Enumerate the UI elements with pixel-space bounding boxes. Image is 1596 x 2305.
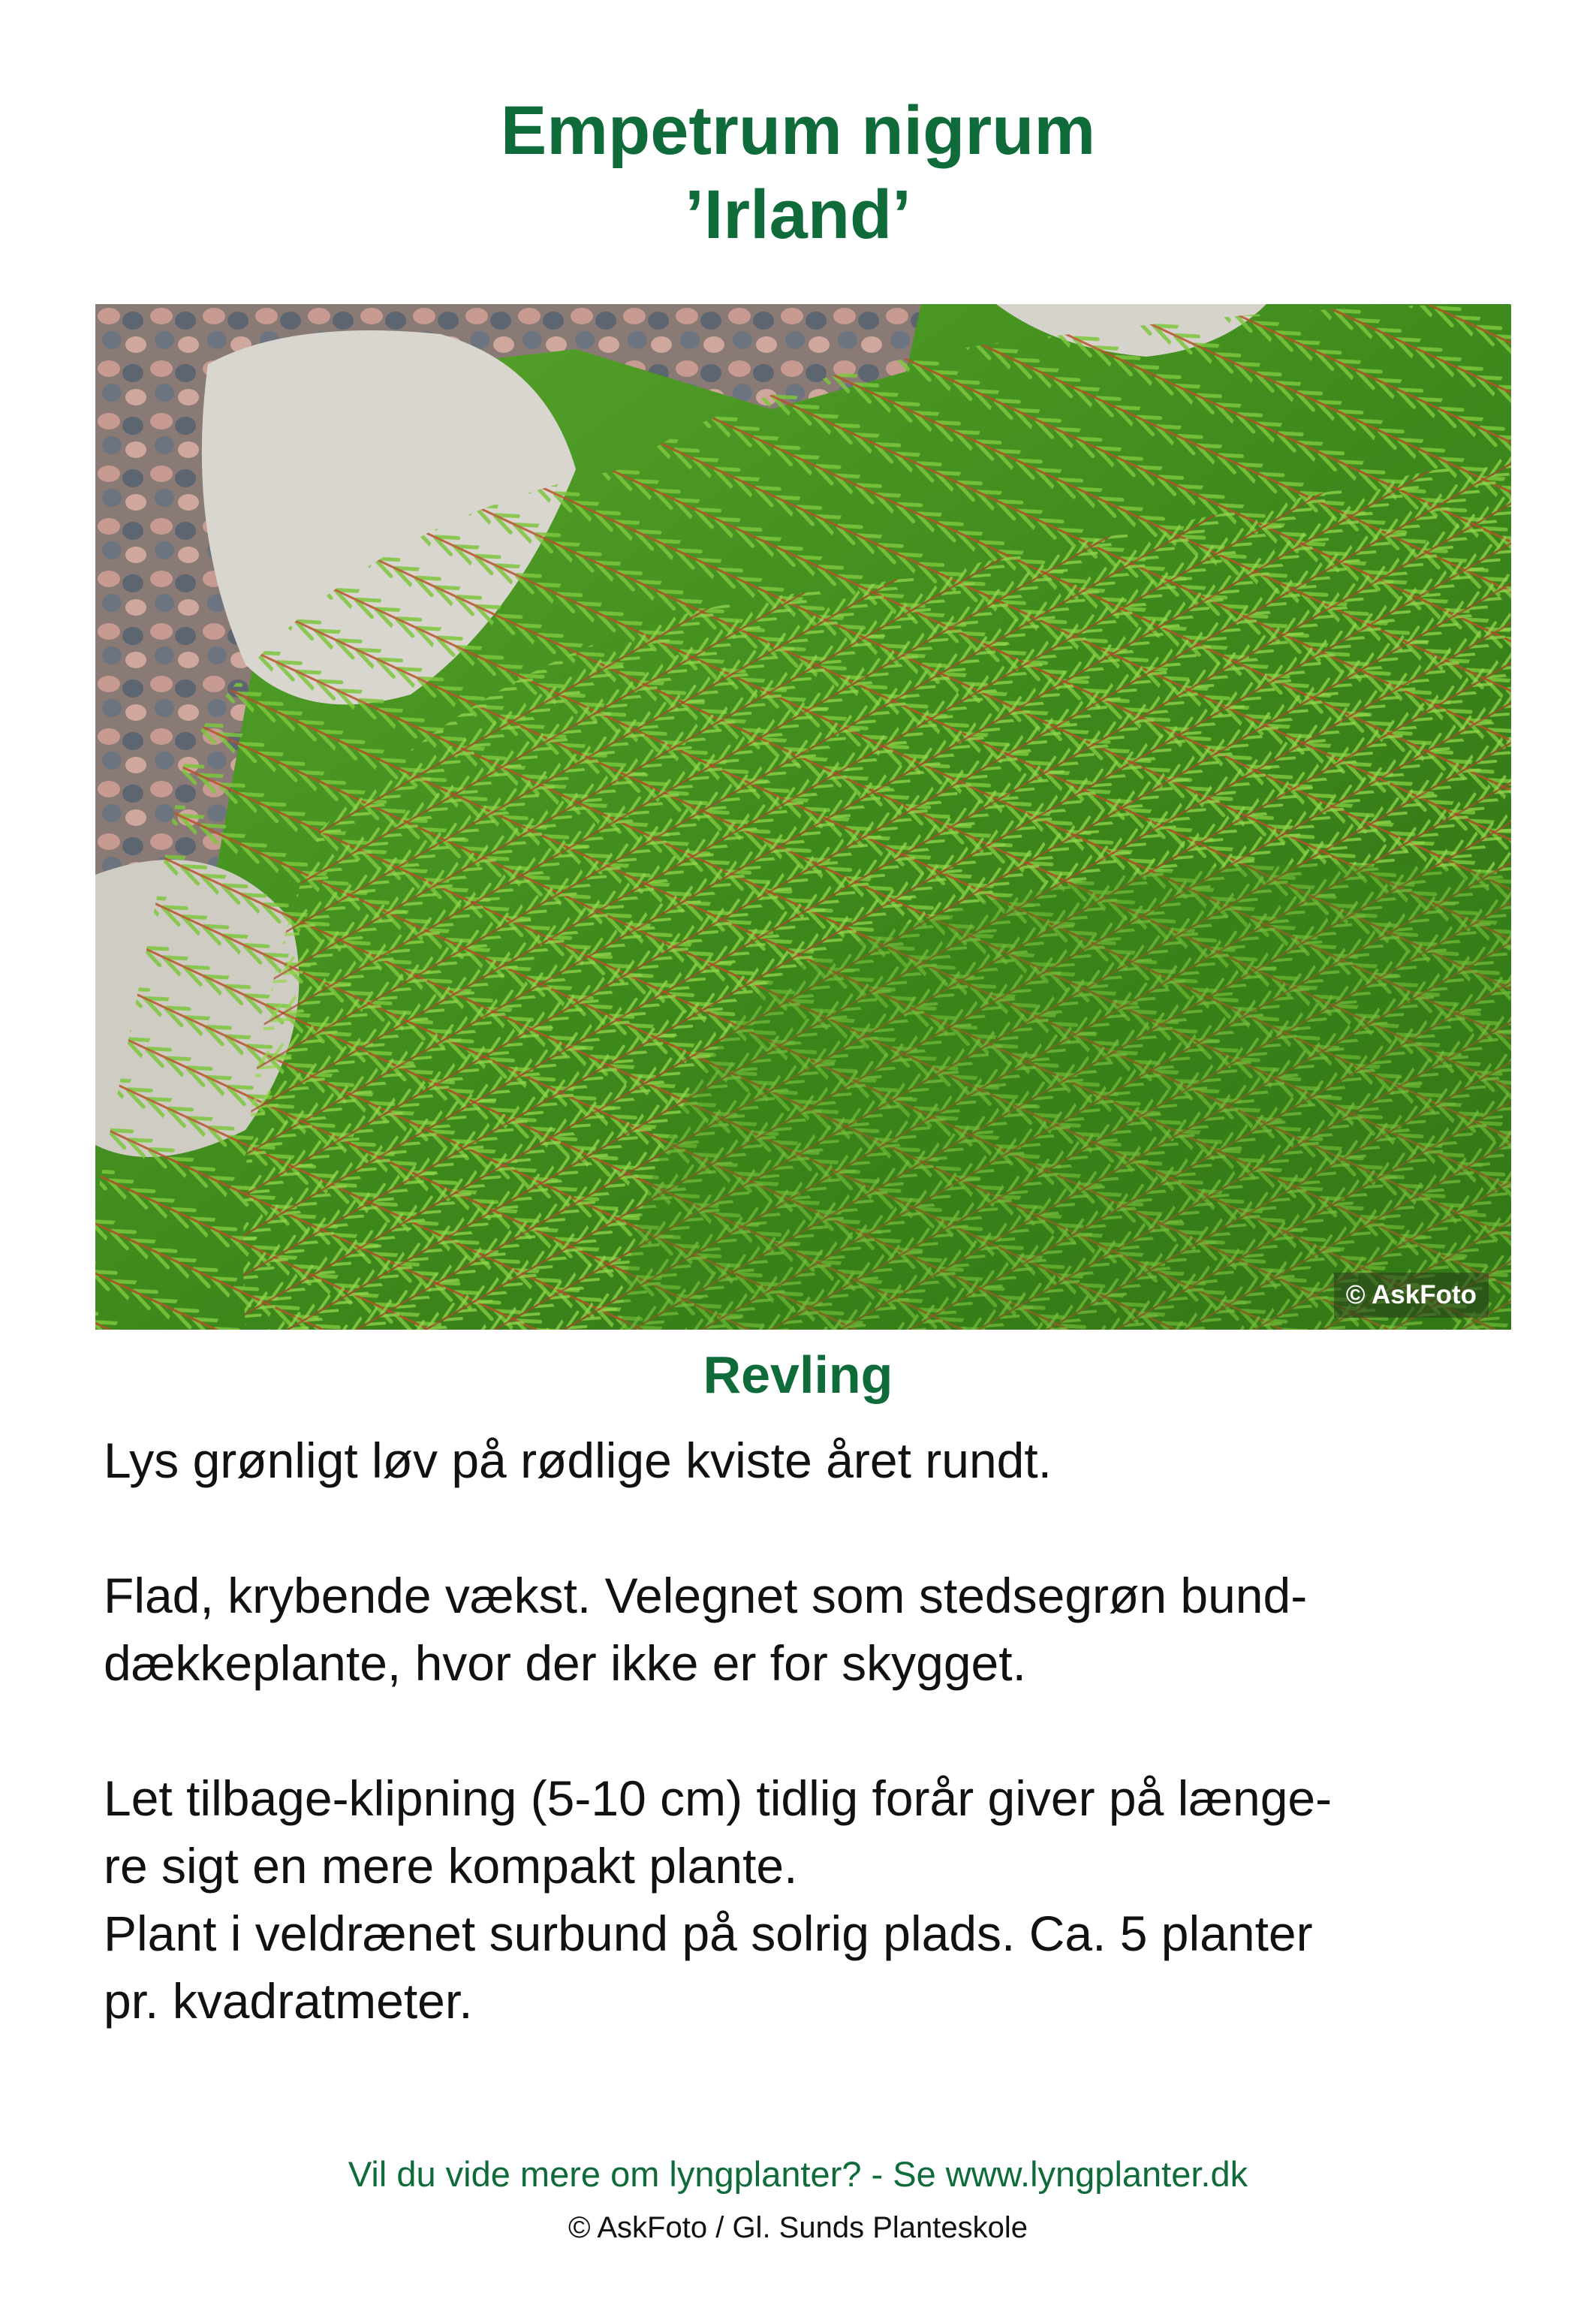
- plant-photo: [95, 304, 1511, 1330]
- description-paragraph: Let tilbage-klipning (5-10 cm) tidlig forår giver på længe- re sigt en mere kompakt plante.: [104, 1770, 1333, 1894]
- description-paragraph: Lys grønligt løv på rødlige kviste året rundt.: [104, 1433, 1052, 1488]
- title-latin-name: Empetrum nigrum: [500, 92, 1096, 169]
- title-cultivar: ’Irland’: [685, 176, 911, 253]
- description-paragraph: Flad, krybende vækst. Velegnet som stedsegrøn bund- dækkeplante, hvor der ikke er for skygget.: [104, 1568, 1308, 1691]
- common-name-heading: Revling: [703, 1345, 893, 1404]
- description-paragraph: Plant i veldrænet surbund på solrig plads. Ca. 5 planter pr. kvadratmeter.: [104, 1906, 1313, 2029]
- page-title: [0, 89, 1596, 257]
- photo-credit: © AskFoto: [1334, 1273, 1489, 1318]
- footer-website-text: Vil du vide mere om lyngplanter? - Se www.lyngplanter.dk: [348, 2154, 1248, 2194]
- description: [104, 1427, 1515, 2035]
- footer-copyright: © AskFoto / Gl. Sunds Planteskole: [568, 2211, 1028, 2244]
- paragraph-spacer: [104, 1494, 1515, 1562]
- plant-photo-illustration: [95, 304, 1511, 1330]
- paragraph-spacer: [104, 1697, 1515, 1764]
